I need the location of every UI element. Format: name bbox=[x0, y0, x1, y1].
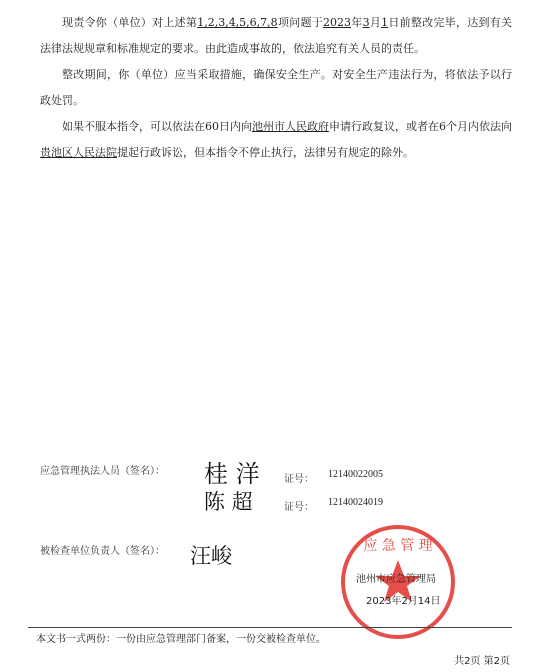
issuing-organization: 池州市应急管理局 bbox=[356, 574, 436, 585]
para3-text-b: 申请行政复议，或者在6个月内依法向 bbox=[329, 120, 512, 133]
inspector-1-signature: 桂 洋 bbox=[204, 460, 260, 488]
deadline-month: 3 bbox=[362, 16, 370, 29]
inspector-2-id-label: 证号： bbox=[284, 502, 314, 513]
para1-text-a: 现责令你（单位）对上述第 bbox=[62, 16, 198, 29]
para1-text-d: 月 bbox=[369, 16, 382, 29]
rectification-period-paragraph: 整改期间，你（单位）应当采取措施，确保安全生产。对安全生产违法行为，将依法予以行政处罚。 bbox=[40, 68, 512, 107]
inspector-1-id-label: 证号： bbox=[284, 474, 314, 485]
page-counter: 共2页 第2页 bbox=[454, 656, 510, 667]
para1-text-b: 项问题于 bbox=[277, 16, 324, 29]
footer-divider bbox=[28, 627, 512, 628]
review-authority: 池州市人民政府 bbox=[252, 120, 329, 133]
responsible-signature-label: 被检查单位负责人（签名）： bbox=[40, 546, 165, 557]
para1-text-e: 日前整改完毕，达到有关法律法规规章和标准规定的要求。由此造成事故的，依法追究有关人员的责任。 bbox=[40, 16, 513, 55]
item-numbers: 1,2,3,4,5,6,7,8 bbox=[197, 16, 278, 29]
deadline-day: 1 bbox=[381, 16, 389, 29]
inspector-2-signature: 陈 超 bbox=[204, 490, 253, 514]
issue-date: 2023年2月14日 bbox=[366, 596, 441, 607]
court-name: 贵池区人民法院 bbox=[40, 146, 117, 159]
deadline-year: 2023 bbox=[323, 16, 352, 29]
inspector-1-id: 12140022005 bbox=[328, 469, 383, 480]
inspector-2-id: 12140024019 bbox=[328, 497, 383, 508]
para3-text-c: 提起行政诉讼，但本指令不停止执行，法律另有规定的除外。 bbox=[117, 146, 414, 159]
appeal-rights-paragraph bbox=[40, 114, 512, 166]
para3-text-a: 如果不服本指令，可以依法在60日内向 bbox=[62, 120, 252, 133]
inspector-signature-label: 应急管理执法人员（签名）： bbox=[40, 466, 165, 477]
svg-text:应 急 管 理: 应 急 管 理 bbox=[363, 538, 433, 554]
rectification-order-paragraph bbox=[40, 10, 512, 62]
responsible-signature: 汪峻 bbox=[190, 544, 232, 568]
para1-text-c: 年 bbox=[351, 16, 363, 29]
copies-note: 本文书一式两份：一份由应急管理部门备案，一份交被检查单位。 bbox=[36, 634, 326, 645]
